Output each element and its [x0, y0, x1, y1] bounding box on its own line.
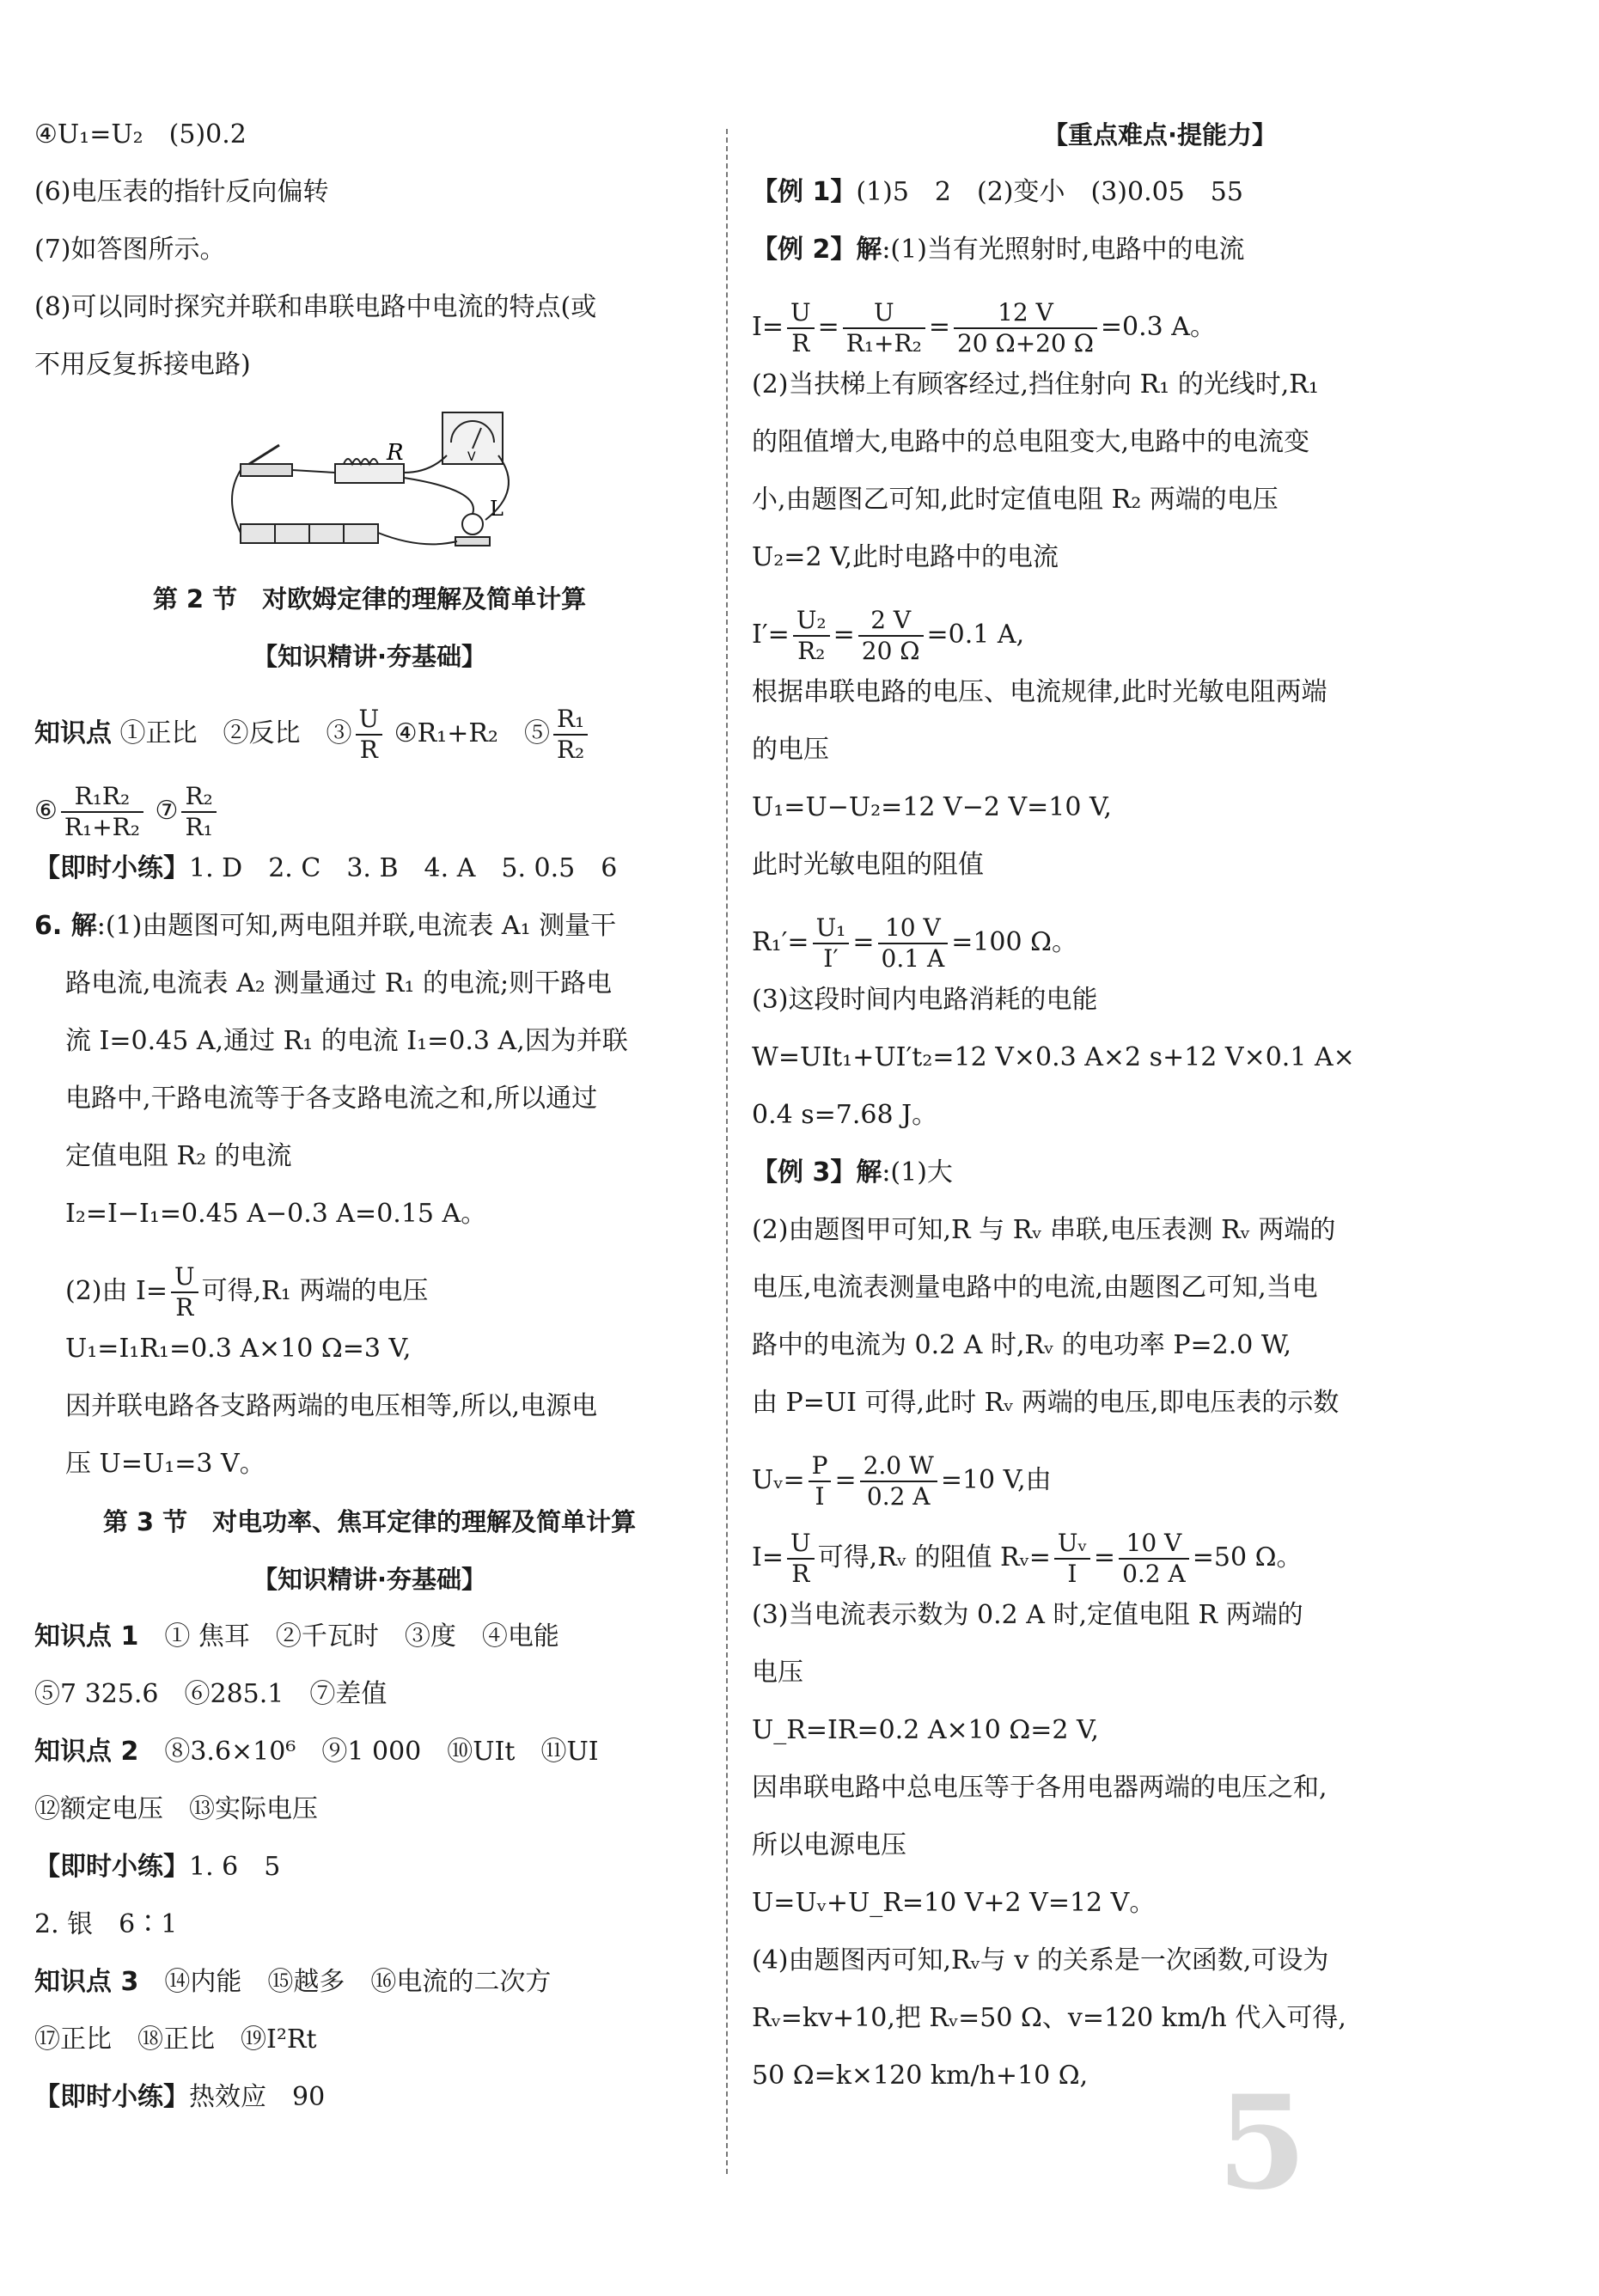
text-line: 因串联电路中总电压等于各用电器两端的电压之和, — [752, 1773, 1327, 1803]
knowledge-point-line: 知识点 ①正比 ②反比 ③ $\frac{U}{R}$ ④R₁+R₂ ⑤ $\frac{\text{R₁}}{\text{R₂}}$ — [34, 695, 705, 772]
text-line: (3)这段时间内电路消耗的电能 — [752, 985, 1098, 1015]
section-2-title: 第 2 节 对欧姆定律的理解及简单计算 — [152, 584, 587, 614]
equation-2: I′= $\frac{\text{U₂}}{\text{R₂}}$ = $\frac{2 V}{20 \Omega}$ =0.1 A, — [752, 606, 1025, 665]
equation-1: I= $\frac{U}{R}$ = $\frac{U}{\text{R₁+R₂}}$ = $\frac{12 V}{20 \Omega+20 \Omega}$ =0.3 A。 — [752, 298, 1216, 357]
fraction: $\frac{U}{\text{R₁+R₂}}$ — [843, 298, 925, 358]
column-divider — [726, 129, 728, 2174]
text-line: 由 P=UI 可得,此时 Rᵥ 两端的电压,即电压表的示数 — [752, 1388, 1340, 1418]
text-line: 压 U=U₁=3 V。 — [65, 1449, 265, 1479]
text-line: (7)如答图所示。 — [34, 235, 226, 265]
example-1: 【例 1】(1)5 2 (2)变小 (3)0.05 55 — [752, 177, 1243, 207]
knowledge-point-line: 知识点 1 ① 焦耳 ②千瓦时 ③度 ④电能 — [34, 1621, 559, 1652]
fraction: $\frac{\text{U₂}}{\text{R₂}}$ — [793, 606, 830, 666]
quick-practice-line: 【即时小练】1. 6 5 — [34, 1852, 281, 1882]
text-line: 50 Ω=k×120 km/h+10 Ω, — [752, 2061, 1089, 2091]
fraction: $\frac{10 V}{0.1 A}$ — [878, 913, 949, 974]
quick-practice-line: 【即时小练】1. D 2. C 3. B 4. A 5. 0.5 6 — [34, 853, 618, 883]
right-column — [752, 116, 1568, 2115]
section-3-title: 第 3 节 对电功率、焦耳定律的理解及简单计算 — [102, 1507, 637, 1536]
text-line: 电压,电流表测量电路中的电流,由题图乙可知,当电 — [752, 1273, 1318, 1303]
text-line: 2. 银 6∶1 — [34, 1909, 178, 1939]
fraction: $\frac{U}{R}$ — [787, 1529, 815, 1589]
resistor — [335, 464, 404, 483]
text-line: ⑰正比 ⑱正比 ⑲I²Rt — [34, 2024, 317, 2055]
bulb-label: L — [490, 497, 504, 521]
text-line: (2)由 I= $\frac{U}{R}$ 可得,R₁ 两端的电压 — [65, 1262, 429, 1322]
circuit-diagram — [34, 404, 705, 580]
fraction: $\frac{U}{R}$ — [787, 298, 815, 358]
text-line: (8)可以同时探究并联和串联电路中电流的特点(或 — [34, 292, 597, 322]
fraction: $\frac{\text{Uᵥ}}{I}$ — [1054, 1529, 1090, 1589]
right-heading: 【重点难点·提能力】 — [1042, 120, 1278, 150]
equation-4: Uᵥ= $\frac{P}{I}$ = $\frac{2.0 W}{0.2 A}$ =10 V,由 — [752, 1451, 1052, 1511]
text-line: U₁=I₁R₁=0.3 A×10 Ω=3 V, — [65, 1334, 412, 1364]
text-line: U₁=U−U₂=12 V−2 V=10 V, — [752, 792, 1112, 822]
text-line: 流 I=0.45 A,通过 R₁ 的电流 I₁=0.3 A,因为并联 — [65, 1026, 628, 1056]
text-line: 路中的电流为 0.2 A 时,Rᵥ 的电功率 P=2.0 W, — [752, 1330, 1292, 1360]
fraction: $\frac{2 V}{20 \Omega}$ — [858, 606, 924, 666]
text-line: 所以电源电压 — [752, 1830, 906, 1860]
text-line: 的阻值增大,电路中的总电阻变大,电路中的电流变 — [752, 427, 1310, 457]
text-line: 的电压 — [752, 735, 829, 765]
text-line: 0.4 s=7.68 J。 — [752, 1100, 938, 1130]
switch-lever — [249, 445, 279, 464]
text-line: 此时光敏电阻的阻值 — [752, 850, 984, 880]
text-line: 6. 解:(1)由题图可知,两电阻并联,电流表 A₁ 测量干 — [34, 911, 617, 941]
resistor-label: R — [387, 440, 404, 466]
fraction: $\frac{\text{R₁}}{\text{R₂}}$ — [553, 705, 588, 765]
switch-base — [241, 464, 292, 476]
text-line: 电路中,干路电流等于各支路电流之和,所以通过 — [65, 1084, 598, 1114]
text-line: ④U₁=U₂ (5)0.2 — [34, 119, 247, 150]
fraction: $\frac{10 V}{0.2 A}$ — [1119, 1529, 1189, 1589]
example-2-head: 【例 2】解:(1)当有光照射时,电路中的电流 — [752, 235, 1245, 265]
fraction: $\frac{12 V}{20 \Omega+20 \Omega}$ — [954, 298, 1097, 358]
text-line: (4)由题图丙可知,Rᵥ与 v 的关系是一次函数,可设为 — [752, 1945, 1329, 1975]
fraction: $\frac{P}{I}$ — [809, 1451, 832, 1511]
text-line: 路电流,电流表 A₂ 测量通过 R₁ 的电流;则干路电 — [65, 968, 613, 998]
text-line: 小,由题图乙可知,此时定值电阻 R₂ 两端的电压 — [752, 485, 1279, 515]
svg-text:V: V — [467, 450, 476, 464]
text-line: (2)由题图甲可知,R 与 Rᵥ 串联,电压表测 Rᵥ 两端的 — [752, 1215, 1336, 1245]
fraction: $\frac{\text{R₁R₂}}{\text{R₁+R₂}}$ — [61, 782, 143, 842]
kp-label: 知识点 — [34, 718, 112, 748]
text-line: I₂=I−I₁=0.45 A−0.3 A=0.15 A。 — [65, 1199, 487, 1229]
text-line: ⑫额定电压 ⑬实际电压 — [34, 1794, 318, 1824]
text-line: (2)当扶梯上有顾客经过,挡住射向 R₁ 的光线时,R₁ — [752, 369, 1319, 400]
text-line: Rᵥ=kv+10,把 Rᵥ=50 Ω、v=120 km/h 代入可得, — [752, 2003, 1346, 2033]
text-line: W=UIt₁+UI′t₂=12 V×0.3 A×2 s+12 V×0.1 A× — [752, 1042, 1355, 1072]
section-3-subtitle: 【知识精讲·夯基础】 — [252, 1565, 487, 1594]
text-line: 定值电阻 R₂ 的电流 — [65, 1141, 292, 1171]
text-line: 根据串联电路的电压、电流规律,此时光敏电阻两端 — [752, 677, 1327, 707]
text-line: U=Uᵥ+U_R=10 V+2 V=12 V。 — [752, 1888, 1156, 1918]
equation-5: I= $\frac{U}{R}$ 可得,Rᵥ 的阻值 Rᵥ= $\frac{\text{Uᵥ}}{I}$ = $\frac{10 V}{0.2 A}$ =50 Ω。 — [752, 1529, 1303, 1588]
knowledge-point-line: 知识点 2 ⑧3.6×10⁶ ⑨1 000 ⑩UIt ⑪UI — [34, 1737, 599, 1767]
page-number: 5 — [1217, 2067, 1307, 2219]
left-column — [34, 116, 705, 2136]
quick-practice-line: 【即时小练】热效应 90 — [34, 2082, 326, 2112]
text-line: 不用反复拆接电路) — [34, 350, 251, 380]
text-line: U_R=IR=0.2 A×10 Ω=2 V, — [752, 1715, 1099, 1745]
text-line: U₂=2 V,此时电路中的电流 — [752, 542, 1059, 572]
section-2-subtitle: 【知识精讲·夯基础】 — [252, 642, 487, 671]
text-line: ⑤7 325.6 ⑥285.1 ⑦差值 — [34, 1679, 388, 1709]
text-line: 因并联电路各支路两端的电压相等,所以,电源电 — [65, 1391, 598, 1421]
circuit-svg — [223, 404, 533, 567]
text-line: 电压 — [752, 1658, 803, 1688]
fraction: $\frac{\text{R₂}}{\text{R₁}}$ — [181, 782, 216, 842]
equation-3: R₁′= $\frac{\text{U₁}}{I'}$ = $\frac{10 V}{0.1 A}$ =100 Ω。 — [752, 913, 1077, 973]
fraction: $\frac{U}{R}$ — [356, 705, 383, 765]
knowledge-point-line: ⑥ $\frac{\text{R₁R₂}}{\text{R₁+R₂}}$ ⑦ $\frac{\text{R₂}}{\text{R₁}}$ — [34, 772, 705, 850]
fraction: $\frac{U}{R}$ — [171, 1262, 198, 1322]
text-line: (3)当电流表示数为 0.2 A 时,定值电阻 R 两端的 — [752, 1600, 1303, 1630]
fraction: $\frac{2.0 W}{0.2 A}$ — [860, 1451, 937, 1511]
knowledge-point-line: 知识点 3 ⑭内能 ⑮越多 ⑯电流的二次方 — [34, 1967, 552, 1997]
example-3-head: 【例 3】解:(1)大 — [752, 1157, 953, 1188]
fraction: $\frac{\text{U₁}}{I'}$ — [813, 913, 850, 974]
text-line: (6)电压表的指针反向偏转 — [34, 177, 329, 207]
bulb — [462, 514, 483, 534]
